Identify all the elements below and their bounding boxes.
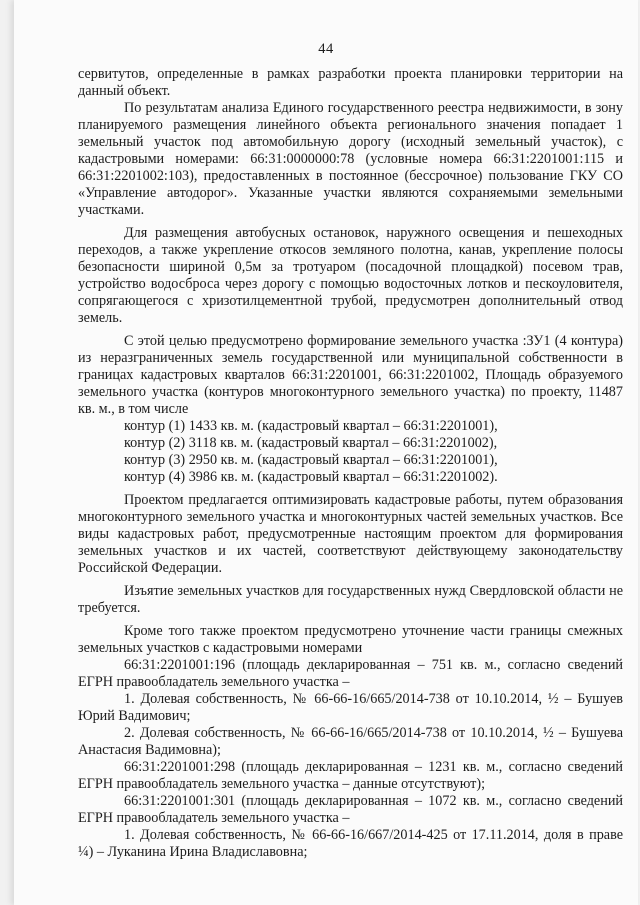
paragraph: 66:31:2201001:298 (площадь декларированная – 1231 кв. м., согласно сведений ЕГРН правообладатель земельного участка – данные отсутствуют); bbox=[78, 759, 623, 792]
contour-item: контур (2) 3118 кв. м. (кадастровый квартал – 66:31:2201002), bbox=[124, 435, 498, 451]
list-item: 2. Долевая собственность, № 66-66-16/665/2014-738 от 10.10.2014, ½ – Бушуева Анастасия Вадимовна); bbox=[78, 725, 623, 758]
document-page bbox=[14, 0, 638, 905]
contour-item: контур (3) 2950 кв. м. (кадастровый квартал – 66:31:2201001), bbox=[124, 452, 498, 468]
paragraph: 66:31:2201001:301 (площадь декларированная – 1072 кв. м., согласно сведений ЕГРН правообладатель земельного участка – bbox=[78, 793, 623, 826]
paragraph: Кроме того также проектом предусмотрено уточнение части границы смежных земельных участков с кадастровыми номерами bbox=[78, 623, 623, 656]
paragraph: сервитутов, определенные в рамках разработки проекта планировки территории на данный объект. bbox=[78, 66, 623, 99]
document-body bbox=[78, 66, 623, 861]
paragraph: С этой целью предусмотрено формирование земельного участка :ЗУ1 (4 контура) из неразграниченных земель государственной или муниципальной собственности в границах кадастровых кварталов 66:31:2201001, 66:31:2201002, Площадь образуемого земельного участка (контуров многоконтурного земельного участка) по проекту, 11487 кв. м., в том числе bbox=[78, 333, 623, 417]
list-item: 1. Долевая собственность, № 66-66-16/667/2014-425 от 17.11.2014, доля в праве ¼) – Луканина Ирина Владиславовна; bbox=[78, 827, 623, 860]
paragraph: Для размещения автобусных остановок, наружного освещения и пешеходных переходов, а также укрепление откосов земляного полотна, канав, укрепление полосы безопасности шириной 0,5м за тротуаром (посадочной площадкой) посевом трав, устройство водосброса через дорогу с помощью водосточных лотков и пескоуловителя, сопрягающегося с хризотилцементной трубой, предусмотрен дополнительный отвод земель. bbox=[78, 225, 623, 326]
paragraph: 66:31:2201001:196 (площадь декларированная – 751 кв. м., согласно сведений ЕГРН правообладатель земельного участка – bbox=[78, 657, 623, 690]
contour-item: контур (1) 1433 кв. м. (кадастровый квартал – 66:31:2201001), bbox=[124, 418, 498, 434]
list-item: 1. Долевая собственность, № 66-66-16/665/2014-738 от 10.10.2014, ½ – Бушуев Юрий Вадимович; bbox=[78, 691, 623, 724]
paragraph: По результатам анализа Единого государственного реестра недвижимости, в зону планируемого размещения линейного объекта регионального значения попадает 1 земельный участок под автомобильную дорогу (исходный земельный участок), с кадастровыми номерами: 66:31:0000000:78 (условные номера 66:31:2201001:115 и 66:31:2201002:103), предоставленных в постоянное (бессрочное) пользование ГКУ СО «Управление автодорог». Указанные участки являются сохраняемыми земельными участками. bbox=[78, 100, 623, 218]
page-number: 44 bbox=[318, 41, 334, 57]
paragraph: Изъятие земельных участков для государственных нужд Свердловской области не требуется. bbox=[78, 583, 623, 616]
paragraph: Проектом предлагается оптимизировать кадастровые работы, путем образования многоконтурного земельного участка и многоконтурных частей земельных участков. Все виды кадастровых работ, предусмотренные настоящим проектом для формирования земельных участков и их частей, соответствуют действующему законодательству Российской Федерации. bbox=[78, 492, 623, 576]
contour-item: контур (4) 3986 кв. м. (кадастровый квартал – 66:31:2201002). bbox=[124, 469, 498, 485]
